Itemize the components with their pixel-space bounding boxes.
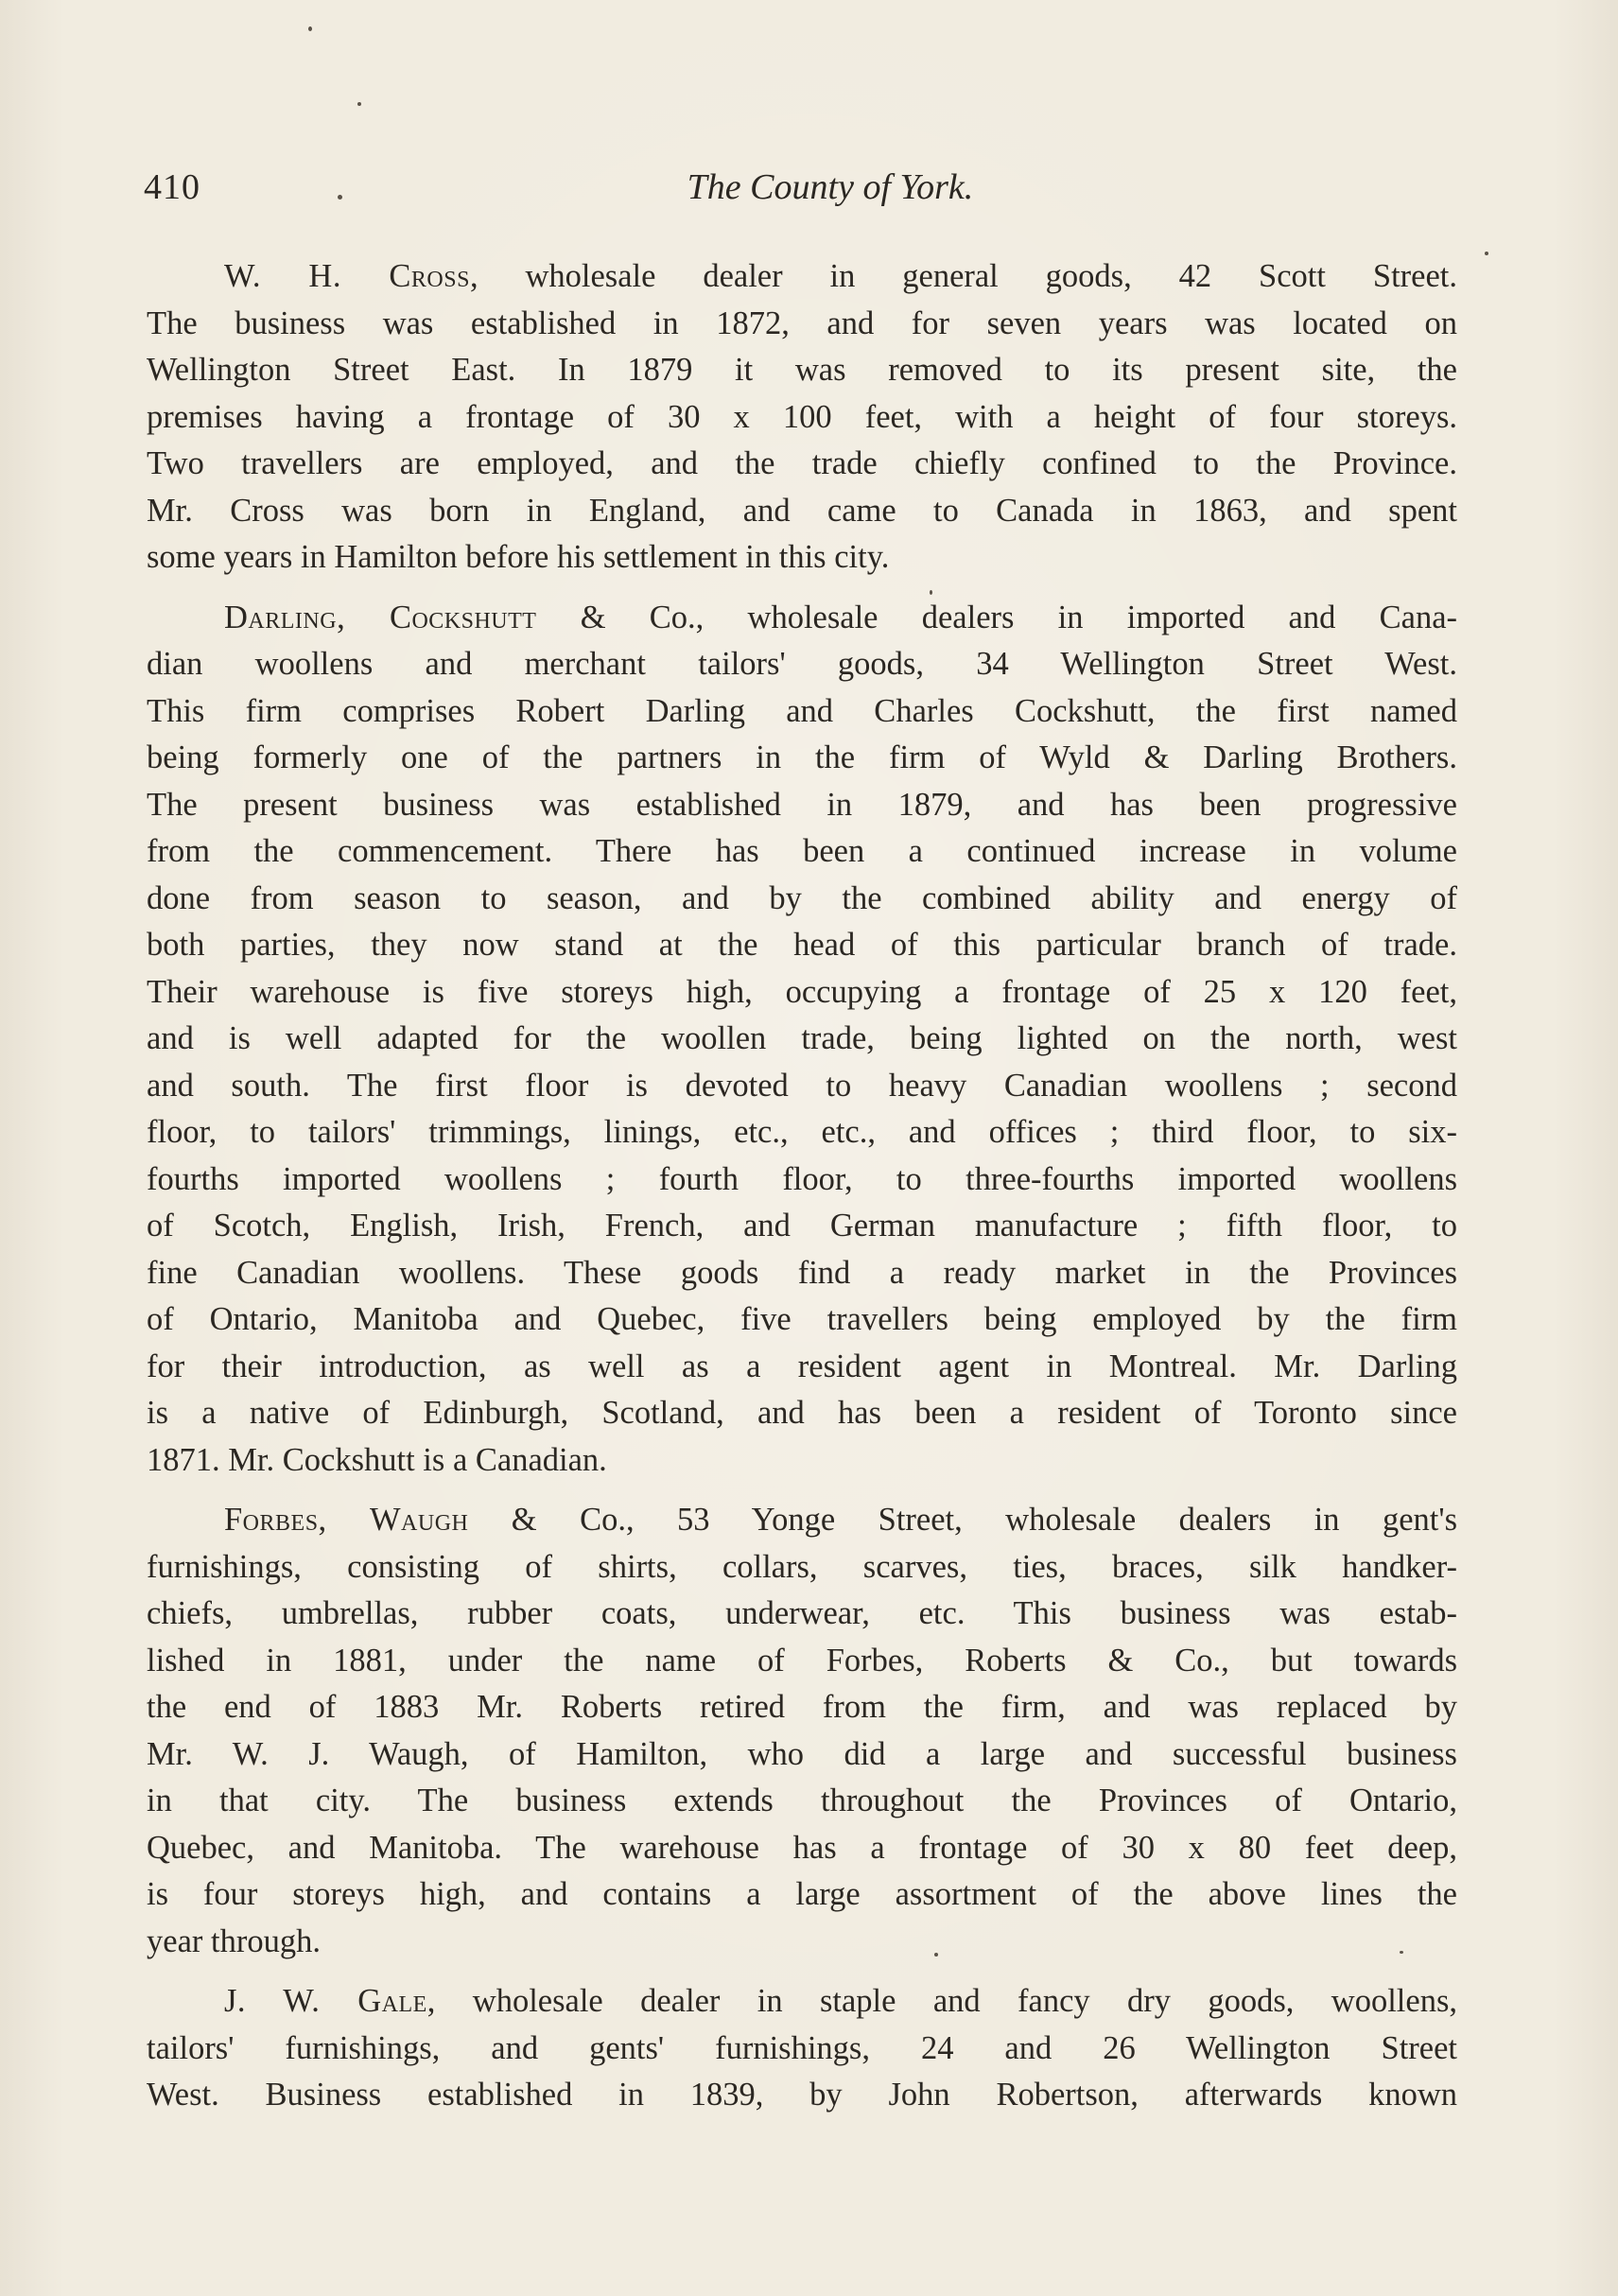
text-line: chiefs, umbrellas, rubber coats, underwear, etc. This business was estab- bbox=[147, 1595, 1457, 1631]
entry-lead-name: Darling, Cockshutt bbox=[224, 599, 537, 635]
running-title: The County of York. bbox=[687, 167, 974, 207]
text-line: lished in 1881, under the name of Forbes, Roberts & Co., but towards bbox=[147, 1642, 1457, 1679]
text-line: floor, to tailors' trimmings, linings, etc., etc., and offices ; third floor, to six- bbox=[147, 1114, 1457, 1150]
entry-lead-name: Forbes, Waugh bbox=[224, 1502, 469, 1538]
text-line: tailors' furnishings, and gents' furnishings, 24 and 26 Wellington Street bbox=[147, 2029, 1457, 2066]
page-number: 410 bbox=[144, 167, 200, 207]
text-line: for their introduction, as well as a resident agent in Montreal. Mr. Darling bbox=[147, 1348, 1457, 1384]
text-line: Quebec, and Manitoba. The warehouse has a frontage of 30 x 80 feet deep, bbox=[147, 1829, 1457, 1866]
text-line: done from season to season, and by the combined ability and energy of bbox=[147, 879, 1457, 916]
speck bbox=[934, 1953, 938, 1957]
text-line: The present business was established in 1879, and has been progressive bbox=[147, 786, 1457, 823]
speck bbox=[930, 590, 932, 595]
text-line: furnishings, consisting of shirts, collars, scarves, ties, braces, silk handker- bbox=[147, 1548, 1457, 1585]
text-line: West. Business established in 1839, by John Robertson, afterwards known bbox=[147, 2077, 1457, 2113]
entry-j-w-gale bbox=[147, 1978, 1457, 2119]
speck bbox=[308, 26, 312, 31]
text-line: Two travellers are employed, and the trade chiefly confined to the Province. bbox=[147, 445, 1457, 481]
entry-lead-name: W. H. Cross bbox=[224, 258, 470, 294]
text-line: the end of 1883 Mr. Roberts retired from the firm, and was replaced by bbox=[147, 1689, 1457, 1725]
text-line: is a native of Edinburgh, Scotland, and has been a resident of Toronto since bbox=[147, 1395, 1457, 1431]
text-line: both parties, they now stand at the head of this particular branch of trade. bbox=[147, 927, 1457, 963]
speck bbox=[1400, 1951, 1403, 1954]
text-line: Wellington Street East. In 1879 it was removed to its present site, the bbox=[147, 352, 1457, 388]
text-line: J. W. Gale, wholesale dealer in staple and fancy dry goods, woollens, bbox=[224, 1983, 1458, 2019]
text-line: and south. The first floor is devoted to heavy Canadian woollens ; second bbox=[147, 1067, 1457, 1104]
text-line: 1871. Mr. Cockshutt is a Canadian. bbox=[147, 1441, 607, 1478]
text-line: from the commencement. There has been a continued increase in volume bbox=[147, 833, 1457, 869]
text-line: Mr. Cross was born in England, and came to Canada in 1863, and spent bbox=[147, 492, 1457, 529]
speck bbox=[357, 102, 361, 106]
text-line: of Scotch, English, Irish, French, and German manufacture ; fifth floor, to bbox=[147, 1208, 1457, 1244]
text-line: premises having a frontage of 30 x 100 feet, with a height of four storeys. bbox=[147, 398, 1457, 435]
text-line: and is well adapted for the woollen trade, being lighted on the north, west bbox=[147, 1020, 1457, 1056]
body-text bbox=[147, 253, 1457, 2132]
text-line: some years in Hamilton before his settlement in this city. bbox=[147, 539, 890, 575]
text-line: dian woollens and merchant tailors' goods, 34 Wellington Street West. bbox=[147, 646, 1457, 682]
text-line: year through. bbox=[147, 1922, 321, 1959]
text-line: This firm comprises Robert Darling and Charles Cockshutt, the first named bbox=[147, 692, 1457, 729]
speck bbox=[338, 195, 342, 200]
text-line: Their warehouse is five storeys high, occupying a frontage of 25 x 120 feet, bbox=[147, 973, 1457, 1010]
entry-darling-cockshutt bbox=[147, 595, 1457, 1485]
speck bbox=[1485, 252, 1488, 255]
entry-forbes-waugh bbox=[147, 1497, 1457, 1965]
text-line: Darling, Cockshutt & Co., wholesale dealers in imported and Cana- bbox=[224, 599, 1457, 635]
text-line: of Ontario, Manitoba and Quebec, five travellers being employed by the firm bbox=[147, 1301, 1457, 1337]
text-line: fourths imported woollens ; fourth floor, to three-fourths imported woollens bbox=[147, 1160, 1457, 1197]
text-line: is four storeys high, and contains a large assortment of the above lines the bbox=[147, 1876, 1457, 1912]
text-line: in that city. The business extends throughout the Provinces of Ontario, bbox=[147, 1783, 1457, 1818]
text-line: The business was established in 1872, and for seven years was located on bbox=[147, 304, 1457, 341]
entry-lead-name: J. W. Gale bbox=[224, 1983, 427, 2019]
text-line: W. H. Cross, wholesale dealer in general goods, 42 Scott Street. bbox=[224, 258, 1457, 294]
text-line: Mr. W. J. Waugh, of Hamilton, who did a large and successful business bbox=[147, 1735, 1457, 1772]
text-line: being formerly one of the partners in the firm of Wyld & Darling Brothers. bbox=[147, 739, 1457, 775]
text-line: Forbes, Waugh & Co., 53 Yonge Street, wholesale dealers in gent's bbox=[224, 1502, 1457, 1538]
entry-w-h-cross bbox=[147, 253, 1457, 582]
text-line: fine Canadian woollens. These goods find a ready market in the Provinces bbox=[147, 1254, 1457, 1291]
